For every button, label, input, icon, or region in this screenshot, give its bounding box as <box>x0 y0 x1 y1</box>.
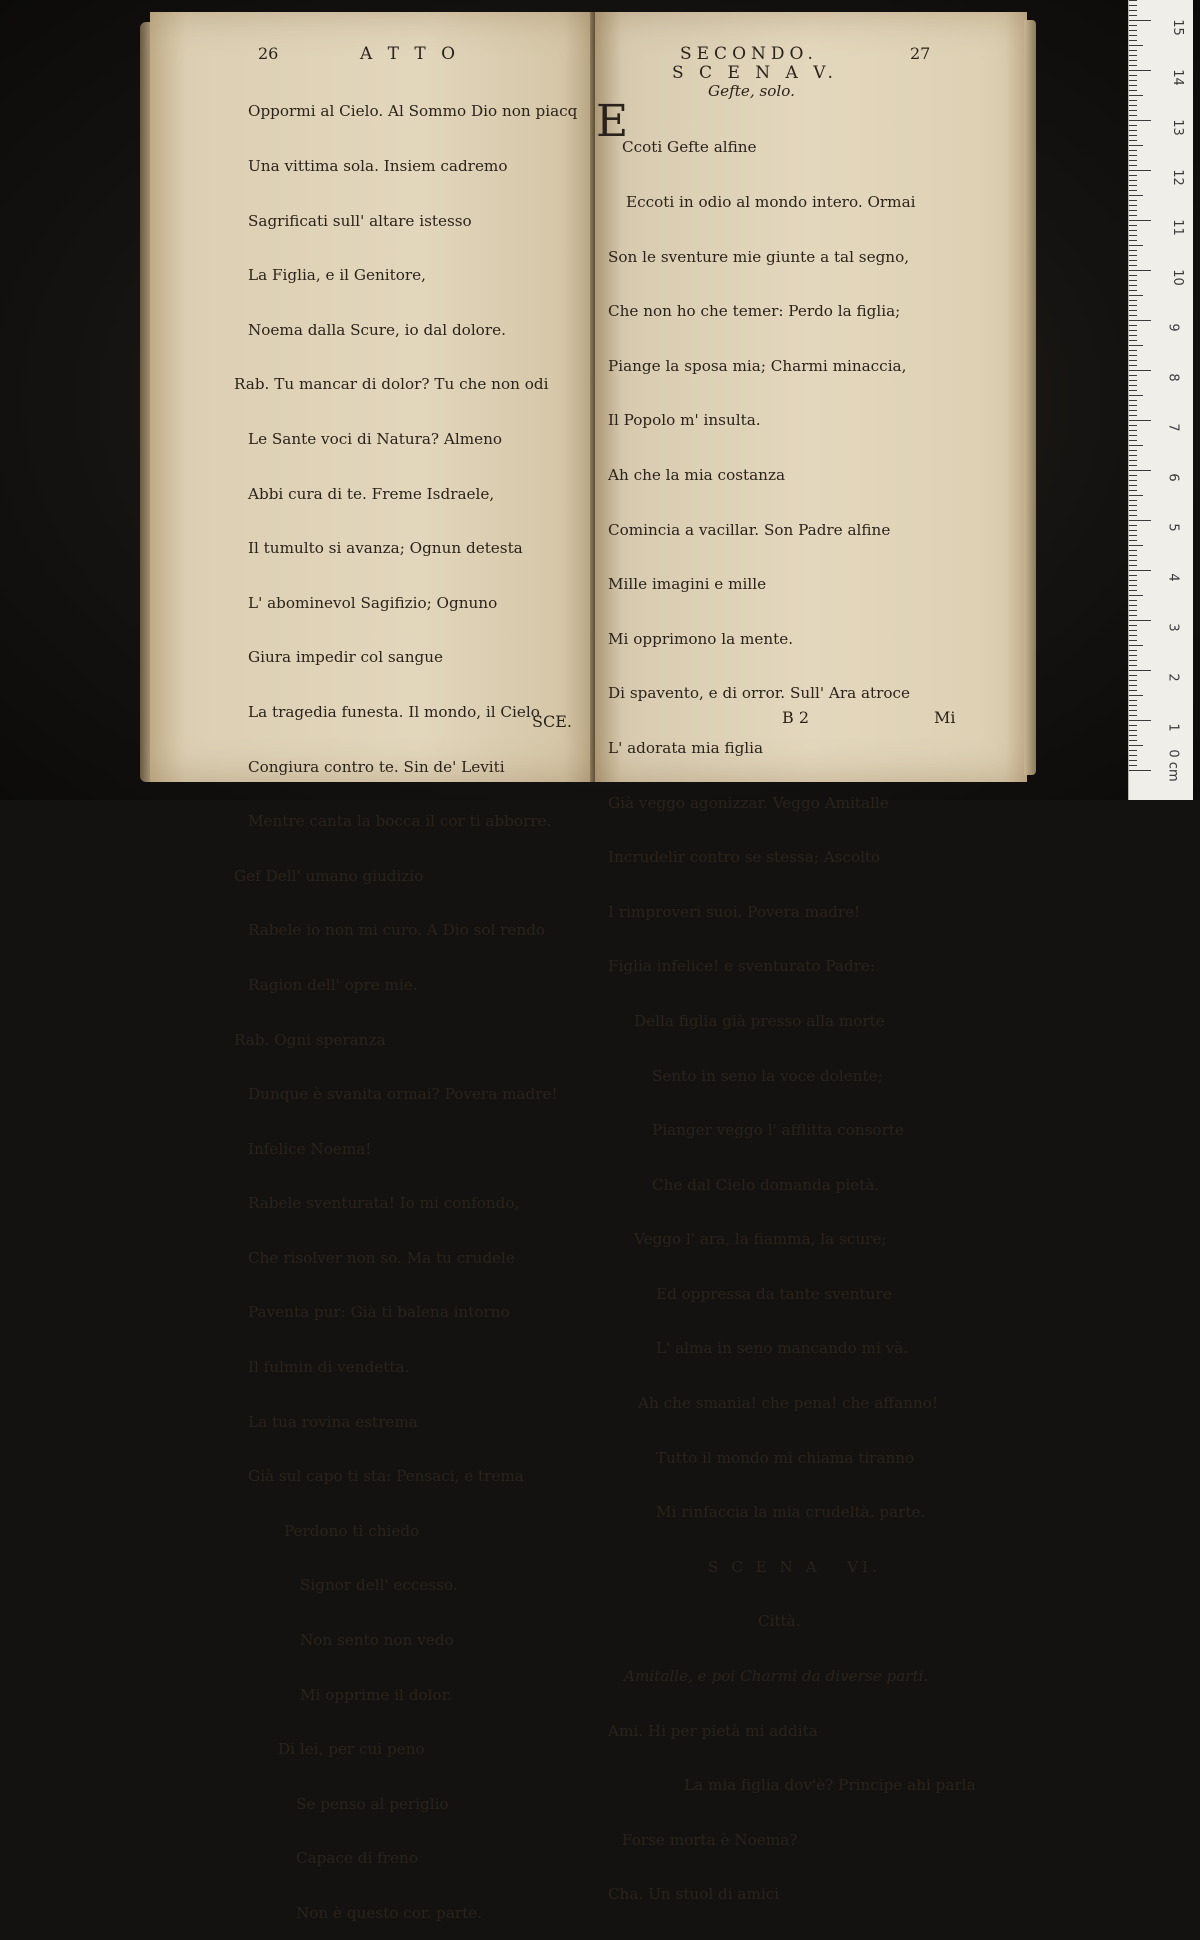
ruler-tick <box>1129 130 1137 131</box>
ruler-tick <box>1129 575 1137 576</box>
ruler-tick <box>1129 480 1137 481</box>
ruler-tick <box>1129 705 1137 706</box>
ruler-tick <box>1129 90 1137 91</box>
text-line: Son le sventure mie giunte a tal segno, <box>608 247 910 266</box>
ruler-tick <box>1129 270 1151 271</box>
ruler-tick <box>1129 640 1137 641</box>
text-line: I rimproveri suoi. Povera madre! <box>608 902 861 921</box>
text-line: Forse morta è Noema? <box>622 1830 798 1849</box>
ruler-tick <box>1129 635 1137 636</box>
ruler-tick <box>1129 405 1137 406</box>
text-line: Ah che la mia costanza <box>608 465 785 484</box>
ruler-tick <box>1129 555 1137 556</box>
ruler-tick <box>1129 750 1137 751</box>
text-line: Dunque è svanita ormai? Povera madre! <box>248 1085 558 1104</box>
ruler-tick <box>1129 120 1151 121</box>
ruler-tick <box>1129 110 1137 111</box>
ruler-tick-label: 4 <box>1165 573 1181 582</box>
ruler-tick <box>1129 560 1137 561</box>
text-line: Una vittima sola. Insiem cadremo <box>248 157 508 175</box>
ruler-tick <box>1129 595 1143 596</box>
ruler-tick-label: 2 <box>1165 673 1181 682</box>
text-line: L' alma in seno mancando mi và. <box>656 1339 909 1358</box>
text-line: Di spavento, e di orror. Sull' Ara atroce <box>608 684 911 703</box>
ruler-tick <box>1129 30 1137 31</box>
text-line: Sagrificati sull' altare istesso <box>248 211 472 230</box>
text-line: Che non ho che temer: Perdo la figlia; <box>608 302 901 321</box>
text-line: Veggo l' ara, la fiamma, la scure; <box>634 1230 887 1249</box>
ruler-tick <box>1129 360 1137 361</box>
ruler-tick <box>1129 695 1143 696</box>
right-page-number: 27 <box>910 44 931 63</box>
ruler-tick <box>1129 165 1137 166</box>
text-line: Noema dalla Scure, io dal dolore. <box>248 320 506 339</box>
ruler-tick <box>1129 370 1151 371</box>
ruler-tick <box>1129 495 1143 496</box>
ruler-tick-label: 10 <box>1169 269 1185 286</box>
text-line: Sento in seno la voce dolente; <box>652 1066 883 1085</box>
ruler-tick <box>1129 355 1137 356</box>
ruler-tick <box>1129 75 1137 76</box>
ruler-tick <box>1129 455 1137 456</box>
ruler-tick-label: 7 <box>1165 423 1181 432</box>
ruler-tick <box>1129 250 1137 251</box>
right-page-header: SECONDO. <box>680 44 818 64</box>
text-line: Della figlia già presso alla morte <box>634 1011 885 1030</box>
text-line: Rab. Ogni speranza <box>234 1030 386 1049</box>
ruler-tick <box>1129 415 1137 416</box>
ruler-tick <box>1129 755 1137 756</box>
ruler-tick <box>1129 390 1137 391</box>
ruler-tick <box>1129 760 1137 761</box>
ruler-tick <box>1129 65 1137 66</box>
text-line: La Figlia, e il Genitore, <box>248 266 426 285</box>
ruler-tick <box>1129 40 1137 41</box>
text-line: Incrudelir contro se stessa; Ascolto <box>608 848 881 867</box>
ruler-tick-label: 11 <box>1169 219 1185 236</box>
ruler-tick <box>1129 590 1137 591</box>
ruler-tick <box>1129 440 1137 441</box>
drop-cap: E <box>596 96 629 147</box>
text-line: Pianger veggo l' afflitta consorte <box>652 1121 904 1140</box>
ruler-tick <box>1129 710 1137 711</box>
scene-title: S C E N A V. <box>672 63 838 83</box>
ruler-tick <box>1129 610 1137 611</box>
text-line: Il fulmin di vendetta. <box>248 1358 410 1377</box>
ruler-tick <box>1129 410 1137 411</box>
ruler-tick <box>1129 430 1137 431</box>
text-line: Infelice Noema! <box>248 1139 372 1158</box>
left-page-header: A T T O <box>360 44 461 64</box>
ruler-tick <box>1129 475 1137 476</box>
ruler-tick <box>1129 145 1143 146</box>
ruler-tick <box>1129 740 1137 741</box>
text-line: Che risolver non so. Ma tu crudele <box>248 1248 515 1267</box>
left-page-text <box>234 66 578 1940</box>
ruler-tick <box>1129 580 1137 581</box>
ruler-tick <box>1129 625 1137 626</box>
text-line: Mille imagini e mille <box>608 575 767 594</box>
text-line: S C E N A VI. <box>708 1557 881 1576</box>
ruler-tick <box>1129 655 1137 656</box>
ruler-tick <box>1129 5 1137 6</box>
text-line: L' adorata mia figlia <box>608 738 764 757</box>
ruler-tick <box>1129 420 1151 421</box>
ruler-tick <box>1129 650 1137 651</box>
right-catchword: Mi <box>934 708 956 727</box>
text-line: Oppormi al Cielo. Al Sommo Dio non piacq <box>248 102 578 121</box>
ruler-tick <box>1129 470 1151 471</box>
text-line: La mia figlia dov'è? Principe ahi parla <box>684 1776 976 1795</box>
ruler-tick <box>1129 105 1137 106</box>
ruler-tick <box>1129 95 1143 96</box>
ruler-tick <box>1129 690 1137 691</box>
ruler-tick <box>1129 500 1137 501</box>
ruler-tick-label: 12 <box>1169 169 1185 186</box>
ruler-tick <box>1129 685 1137 686</box>
ruler-tick <box>1129 320 1151 321</box>
ruler-tick <box>1129 205 1137 206</box>
left-page-number: 26 <box>258 44 279 63</box>
ruler-tick <box>1129 260 1137 261</box>
ruler-tick <box>1129 285 1137 286</box>
ruler-tick <box>1129 275 1137 276</box>
ruler-tick <box>1129 630 1137 631</box>
ruler-tick <box>1129 255 1137 256</box>
ruler-tick <box>1129 35 1137 36</box>
text-line: Ami. Hi per pietà mi addita <box>608 1721 818 1740</box>
ruler-tick <box>1129 180 1137 181</box>
ruler-tick <box>1129 460 1137 461</box>
text-line: Già veggo agonizzar. Veggo Amitalle <box>608 793 889 812</box>
ruler-tick <box>1129 615 1137 616</box>
ruler-tick <box>1129 115 1137 116</box>
ruler-tick <box>1129 230 1137 231</box>
text-line: Ed oppressa da tante sventure <box>656 1284 892 1303</box>
ruler-tick <box>1129 545 1143 546</box>
ruler-tick <box>1129 25 1137 26</box>
ruler-tick <box>1129 345 1143 346</box>
ruler-tick <box>1129 770 1151 771</box>
ruler-tick <box>1129 490 1137 491</box>
text-line: Capace di freno <box>296 1849 418 1868</box>
text-line: Che dal Cielo domanda pietà. <box>652 1175 880 1194</box>
ruler-tick <box>1129 45 1143 46</box>
ruler-tick <box>1129 365 1137 366</box>
ruler-tick <box>1129 520 1151 521</box>
text-line: Di lei, per cui peno <box>278 1740 425 1759</box>
text-line: Mi rinfaccia la mia crudeltà. parte. <box>656 1503 926 1522</box>
ruler-tick <box>1129 400 1137 401</box>
ruler-tick <box>1129 265 1137 266</box>
ruler-tick <box>1129 335 1137 336</box>
text-line: Tutto il mondo mi chiama tiranno <box>656 1448 915 1467</box>
ruler-tick <box>1129 170 1151 171</box>
ruler-tick <box>1129 155 1137 156</box>
text-line: Non è questo cor. parte. <box>296 1904 483 1922</box>
ruler-tick <box>1129 280 1137 281</box>
text-line: Signor dell' eccesso. <box>300 1576 458 1595</box>
signature-mark: B 2 <box>782 708 810 727</box>
ruler-tick-label: 14 <box>1169 69 1185 86</box>
text-line: Ccoti Gefte alfine <box>622 138 757 157</box>
ruler-tick <box>1129 245 1143 246</box>
ruler-tick <box>1129 175 1137 176</box>
ruler-tick <box>1129 745 1143 746</box>
text-line: Città. <box>758 1612 801 1631</box>
ruler-tick <box>1129 235 1137 236</box>
ruler-tick <box>1129 135 1137 136</box>
ruler-tick <box>1129 620 1151 621</box>
ruler-tick <box>1129 670 1151 671</box>
ruler-tick <box>1129 730 1137 731</box>
ruler-tick <box>1129 70 1151 71</box>
text-line: Non sento non vedo <box>300 1631 454 1650</box>
ruler-tick <box>1129 195 1143 196</box>
ruler-tick <box>1129 485 1137 486</box>
scene-subtitle: Gefte, solo. <box>708 82 795 100</box>
text-line: Il tumulto si avanza; Ognun detesta <box>248 539 523 558</box>
ruler-tick <box>1129 395 1143 396</box>
ruler-tick <box>1129 570 1151 571</box>
text-line: Il Popolo m' insulta. <box>608 411 761 430</box>
text-line: Congiura contro te. Sin de' Leviti <box>248 757 505 776</box>
text-line: L' abominevol Sagifizio; Ognuno <box>248 593 498 612</box>
ruler-tick <box>1129 225 1137 226</box>
ruler-tick <box>1129 10 1137 11</box>
text-line: Eccoti in odio al mondo intero. Ormai <box>626 193 916 211</box>
ruler-tick <box>1129 15 1137 16</box>
ruler-tick <box>1129 190 1137 191</box>
ruler-tick <box>1129 60 1137 61</box>
ruler-tick <box>1129 330 1137 331</box>
ruler-tick <box>1129 715 1137 716</box>
text-line: Rab. Tu mancar di dolor? Tu che non odi <box>234 375 549 394</box>
ruler-tick <box>1129 185 1137 186</box>
ruler-unit-label: 0 cm <box>1165 749 1181 782</box>
ruler-tick <box>1129 535 1137 536</box>
ruler-tick <box>1129 700 1137 701</box>
ruler-tick <box>1129 300 1137 301</box>
text-line: La tragedia funesta. Il mondo, il Cielo <box>248 702 540 721</box>
ruler-tick <box>1129 605 1137 606</box>
ruler-tick-label: 13 <box>1169 119 1185 136</box>
ruler-tick <box>1129 725 1137 726</box>
ruler-tick <box>1129 380 1137 381</box>
ruler-tick <box>1129 310 1137 311</box>
ruler-tick <box>1129 150 1137 151</box>
text-line: Giura impedir col sangue <box>248 648 444 667</box>
ruler-tick-label: 9 <box>1165 323 1181 332</box>
text-line: Mi opprimono la mente. <box>608 629 794 648</box>
ruler-tick <box>1129 425 1137 426</box>
ruler-tick <box>1129 240 1137 241</box>
ruler-tick <box>1129 645 1143 646</box>
ruler-tick <box>1129 435 1137 436</box>
ruler-tick <box>1129 680 1137 681</box>
text-line: Abbi cura di te. Freme Isdraele, <box>248 484 495 503</box>
text-line: Paventa pur: Già ti balena intorno <box>248 1303 510 1322</box>
ruler-tick <box>1129 675 1137 676</box>
text-line: Ah che smania! che pena! che affanno! <box>638 1394 938 1413</box>
ruler-tick <box>1129 100 1137 101</box>
text-line: Mentre canta la bocca il cor ti abborre. <box>248 812 552 831</box>
text-line: Figlia infelice! e sventurato Padre: <box>608 957 876 976</box>
text-line: Mi opprime il dolor. <box>300 1685 452 1704</box>
ruler-tick <box>1129 160 1137 161</box>
ruler-tick <box>1129 585 1137 586</box>
ruler-tick <box>1129 290 1137 291</box>
ruler-tick <box>1129 665 1137 666</box>
text-line: Rabele sventurata! Io mi confondo, <box>248 1194 520 1213</box>
ruler-tick <box>1129 350 1137 351</box>
ruler-tick <box>1129 450 1137 451</box>
ruler-tick <box>1129 85 1137 86</box>
ruler-tick <box>1129 50 1137 51</box>
ruler-tick-label: 8 <box>1165 373 1181 382</box>
ruler-tick <box>1129 325 1137 326</box>
text-line: Comincia a vacillar. Son Padre alfine <box>608 520 891 539</box>
ruler-tick <box>1129 445 1143 446</box>
ruler-tick-label: 6 <box>1165 473 1181 482</box>
ruler-tick <box>1129 20 1151 21</box>
ruler-tick <box>1129 515 1137 516</box>
text-line: La tua rovina estrema <box>248 1412 418 1431</box>
ruler-tick <box>1129 550 1137 551</box>
text-line: Piange la sposa mia; Charmi minaccia, <box>608 356 907 375</box>
ruler-tick <box>1129 200 1137 201</box>
ruler-tick <box>1129 215 1137 216</box>
ruler-tick-label: 3 <box>1165 623 1181 632</box>
text-line: Già sul capo ti sta: Pensaci, e trema <box>248 1467 524 1486</box>
ruler-tick <box>1129 140 1137 141</box>
ruler-tick <box>1129 735 1137 736</box>
ruler-tick <box>1129 525 1137 526</box>
ruler-tick <box>1129 210 1137 211</box>
text-line: Se penso al periglio <box>296 1794 449 1813</box>
ruler-tick <box>1129 220 1151 221</box>
ruler-tick-label: 15 <box>1169 19 1185 36</box>
ruler-tick <box>1129 385 1137 386</box>
ruler-tick <box>1129 600 1137 601</box>
ruler-tick <box>1129 295 1143 296</box>
measuring-ruler <box>1128 0 1193 800</box>
ruler-tick <box>1129 540 1137 541</box>
ruler-tick <box>1129 125 1137 126</box>
ruler-tick <box>1129 340 1137 341</box>
ruler-tick <box>1129 505 1137 506</box>
ruler-tick-label: 1 <box>1165 723 1181 732</box>
ruler-tick <box>1129 530 1137 531</box>
ruler-tick <box>1129 660 1137 661</box>
right-page-edge <box>1024 20 1036 775</box>
ruler-tick <box>1129 55 1137 56</box>
ruler-tick <box>1129 510 1137 511</box>
ruler-tick <box>1129 720 1151 721</box>
ruler-tick <box>1129 305 1137 306</box>
ruler-tick <box>1129 465 1137 466</box>
text-line: Rabele io non mi curo. A Dio sol rendo <box>248 921 546 940</box>
ruler-tick <box>1129 80 1137 81</box>
text-line: Cha. Un stuol di amici <box>608 1885 780 1904</box>
text-line: Perdono ti chiedo <box>284 1521 420 1540</box>
text-line: Gef Dell' umano giudizio <box>234 866 424 885</box>
text-line: Amitalle, e poi Charmi da diverse parti. <box>624 1667 929 1686</box>
ruler-tick <box>1129 315 1137 316</box>
right-page-text <box>608 102 976 1922</box>
ruler-tick <box>1129 565 1137 566</box>
left-catchword: SCE. <box>532 712 572 731</box>
ruler-tick-label: 5 <box>1165 523 1181 532</box>
ruler-tick <box>1129 765 1137 766</box>
ruler-tick <box>1129 375 1137 376</box>
ruler-tick <box>1129 0 1137 1</box>
text-line: Ragion dell' opre mie. <box>248 975 418 994</box>
text-line: Le Sante voci di Natura? Almeno <box>248 429 503 448</box>
